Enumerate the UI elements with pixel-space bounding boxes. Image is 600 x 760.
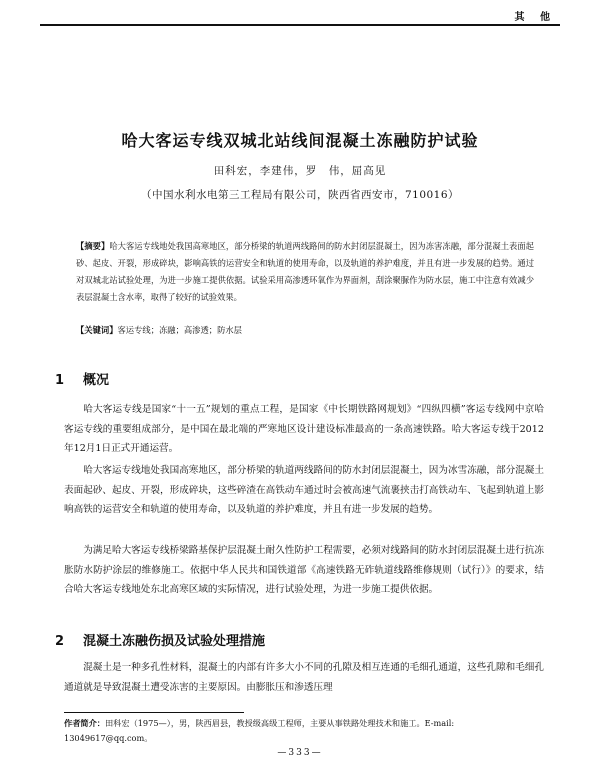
footnote xyxy=(64,716,544,746)
section-heading-1 xyxy=(55,369,109,388)
footnote-text: 田科宏（1975—），男，陕西眉县，教授级高级工程师，主要从事铁路处理技术和施工。E-mail: 13049617@qq.com。 xyxy=(64,718,455,743)
affiliation: （中国水利水电第三工程局有限公司，陕西省西安市，710016） xyxy=(140,189,460,201)
header-rule xyxy=(40,24,560,26)
section-number: 1 xyxy=(55,373,65,388)
section-title: 概况 xyxy=(83,373,110,388)
footnote-rule xyxy=(64,712,244,713)
abstract xyxy=(76,238,534,306)
running-header: 其 他 xyxy=(514,12,556,23)
page-number: —333— xyxy=(277,748,323,758)
keywords xyxy=(76,322,534,339)
section-number: 2 xyxy=(55,634,65,649)
keywords-tag: 【关键词】 xyxy=(76,325,118,335)
paragraph: 哈大客运专线地处我国高寒地区，部分桥梁的轨道两线路间的防水封闭层混凝土，因为冰雪冻融，部分混凝土表面起砂、起皮、开裂，形成碎块，这些碎渣在高铁动车通过时会被高速气流裹挟击打高铁动车、飞起到轨道上影响高铁的运营安全和轨道的使用寿命，以及轨道的养护难度，并且有进一步发展的趋势。 xyxy=(64,465,544,515)
footnote-tag: 作者简介： xyxy=(64,718,105,728)
paragraph: 为满足哈大客运专线桥梁路基保护层混凝土耐久性防护工程需要，必须对线路间的防水封闭层混凝土进行抗冻胀防水防护涂层的维修施工。依据中华人民共和国铁道部《高速铁路无砟轨道线路维修规则（试行）》的要求，结合哈大客运专线地处东北高寒区域的实际情况，进行试验处理，为进一步施工提供依据。 xyxy=(64,545,544,595)
section-title: 混凝土冻融伤损及试验处理措施 xyxy=(83,634,266,649)
paragraph: 混凝土是一种多孔性材料，混凝土的内部有许多大小不同的孔隙及相互连通的毛细孔通道，这些孔隙和毛细孔通道就是导致混凝土遭受冻害的主要原因。由膨胀压和渗透压理 xyxy=(64,662,544,693)
paper-title: 哈大客运专线双城北站线间混凝土冻融防护试验 xyxy=(121,131,479,150)
keywords-text: 客运专线；冻融；高渗透；防水层 xyxy=(117,325,242,335)
abstract-text: 哈大客运专线地处我国高寒地区，部分桥梁的轨道两线路间的防水封闭层混凝土，因为冻害冻融，部分混凝土表面起砂、起皮、开裂，形成碎块，影响高铁的运营安全和轨道的使用寿命，以及轨道的养护难度，并且有进一步发展的趋势。通过对双城北站试验处理，为进一步施工提供依据。试验采用高渗透环氧作为界面剂，刮涂聚脲作为防水层，施工中注意有效减少表层混凝土含水率，取得了较好的试验效果。 xyxy=(76,241,534,302)
authors: 田科宏，李建伟，罗 伟，屈高见 xyxy=(213,165,387,177)
paragraph: 哈大客运专线是国家“十一五”规划的重点工程，是国家《中长期铁路网规划》“四纵四横”客运专线网中京哈客运专线的重要组成部分，是中国在最北端的严寒地区设计建设标准最高的一条高速铁路。哈大客运专线于2012年12月1日正式开通运营。 xyxy=(64,404,544,454)
abstract-tag: 【摘要】 xyxy=(76,241,110,251)
section-heading-2 xyxy=(55,630,265,649)
